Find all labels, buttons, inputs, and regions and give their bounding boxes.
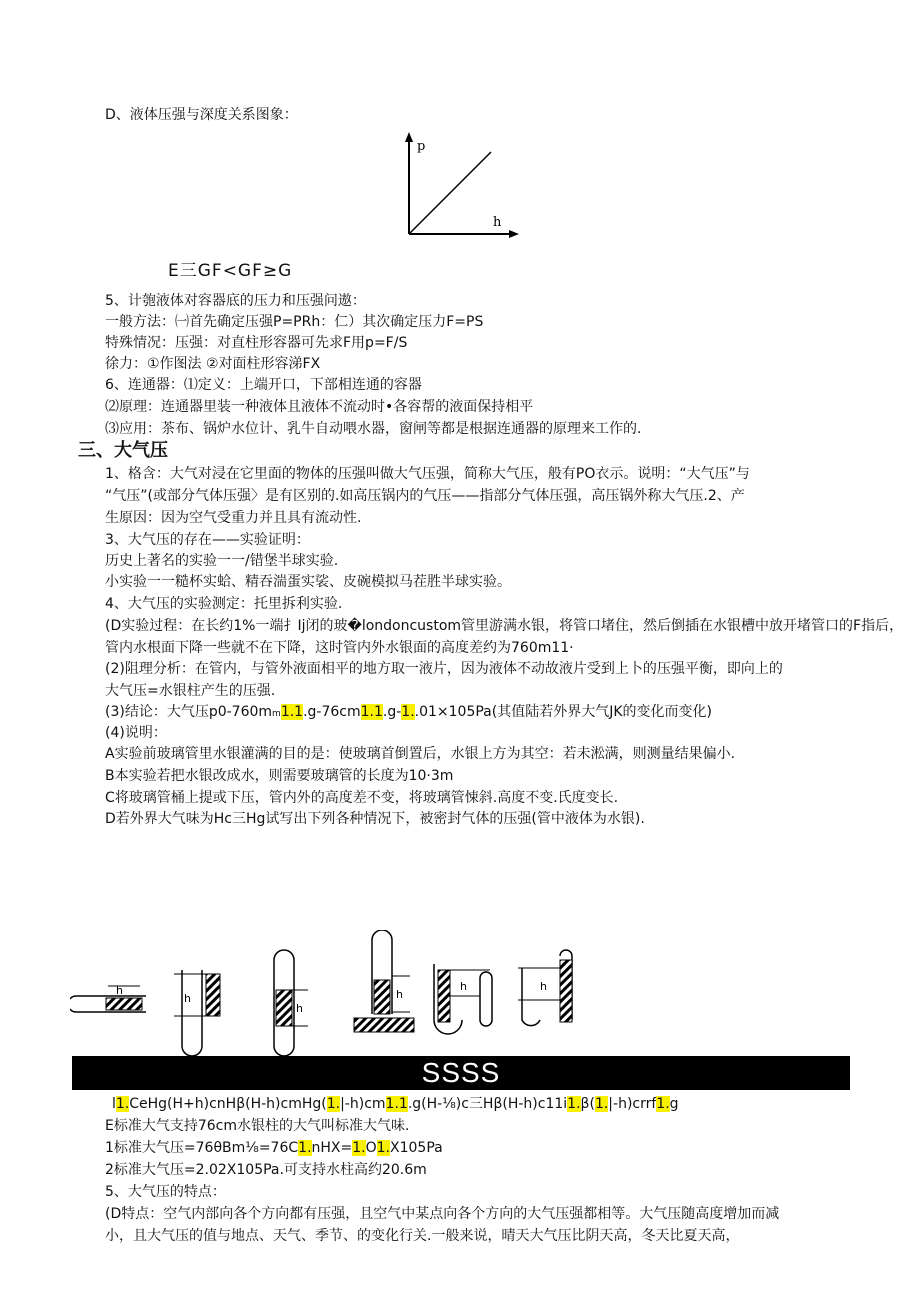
text-line: 6、连通器：⑴定义：上端开口，下部相连通的容器 bbox=[105, 377, 422, 393]
tube-figure-vertical-1 bbox=[174, 970, 220, 1056]
text-line: (D实验过程：在长约1%一端扌Ij闭的玻�londoncustom管里游满水银，将管口堵住，然后倒插在水银槽中放开堵管口的F指后， bbox=[105, 618, 904, 634]
text-line: 2标准大气压=2.02X105Pa.可支持水柱高约20.6m bbox=[105, 1162, 427, 1178]
svg-text:h: h bbox=[184, 992, 191, 1005]
conclusion-line: (3)结论：大气压p0-760mm1.1.g-76cm1.1.g-1..01×105Pa(其值陆若外界大气JK的变化而变化) bbox=[105, 704, 712, 720]
text-line: B本实验若把水银改成水，则需要玻璃管的长度为10·3m bbox=[105, 768, 454, 784]
black-banner: SSSS bbox=[72, 1056, 850, 1090]
text-line: 3、大气压的存在——实验证明： bbox=[105, 532, 310, 548]
tube-figure-inverted-l bbox=[354, 930, 414, 1032]
text-line: ⑶应用：茶布、锅炉水位计、乳牛自动喂水器，窗闸等都是根据连通器的原理来工作的. bbox=[105, 421, 642, 437]
tube-figure-u-tube-1 bbox=[434, 964, 492, 1034]
graph-p-label: p bbox=[417, 139, 426, 154]
text-line: 大气压=水银柱产生的压强. bbox=[105, 683, 276, 699]
svg-text:h: h bbox=[460, 980, 467, 993]
text-line: “气压”(或部分气体压强〉是有区别的.如高压锅内的气压——指部分气体压强，高压锅外称大气压.2、产 bbox=[105, 488, 745, 504]
formula-line: l1.CeHg(H+h)cnHβ(H-h)cmHg(1.|-h)cm1.1.g(H-⅛)c三Hβ(H-h)c11i1.β(1.|-h)crrf1.g bbox=[112, 1096, 679, 1112]
text-line: 特殊情况：压强：对直柱形容器可先求F用p=F/S bbox=[105, 335, 408, 351]
formula-line: 1标准大气压=76θBm⅛=76C1.nHX=1.O1.X105Pa bbox=[105, 1140, 443, 1156]
text-line: 5、大气压的特点： bbox=[105, 1184, 226, 1200]
text-line: 历史上著名的实验一一/错堡半球实验. bbox=[105, 553, 339, 569]
text-line: D若外界大气味为Hc三Hg试写出下列各种情况下，被密封气体的压强(管中液体为水银). bbox=[105, 811, 645, 827]
text-line: 1、格含：大气对浸在它里面的物体的压强叫做大气压强，简称大气压，般有PO衣示。说明：“大气压”与 bbox=[105, 466, 750, 482]
equation-line: E三GF<GF≥G bbox=[168, 261, 293, 281]
text-line: D、液体压强与深度关系图象： bbox=[105, 107, 298, 123]
pressure-depth-graph bbox=[395, 130, 525, 242]
text-line: 徐力：①作图法 ②对面柱形容涕FX bbox=[105, 356, 321, 372]
text-line: 小实验一一糙杯实蛤、精吞湍蛋实裟、皮碗模拟马茬胜半球实验。 bbox=[105, 574, 511, 590]
text-line: C将玻璃管桶上提或下压，管内外的高度差不变，将玻璃管悚斜.高度不变.氏度变长. bbox=[105, 790, 619, 806]
tube-figure-vertical-2 bbox=[274, 950, 308, 1056]
text-line: 一般方法：㈠首先确定压强P=PRh：仁）其次确定压力F=PS bbox=[105, 314, 484, 330]
section-heading: 三、大气压 bbox=[78, 440, 168, 461]
tube-figure-u-tube-2 bbox=[518, 950, 572, 1026]
svg-text:h: h bbox=[296, 1002, 303, 1015]
svg-text:h: h bbox=[540, 980, 547, 993]
svg-text:h: h bbox=[116, 984, 123, 997]
graph-h-label: h bbox=[493, 215, 502, 230]
text-line: 生原因：因为空气受重力并且具有流动性. bbox=[105, 510, 362, 526]
text-line: (D特点：空气内部向各个方向都有压强，且空气中某点向各个方向的大气压强都相等。大气压随高度增加而减 bbox=[105, 1206, 780, 1222]
text-line: 5、计匏液体对容器底的压力和压强问遨： bbox=[105, 293, 366, 309]
text-line: A实验前玻璃管里水银灌满的目的是：使玻璃首倒置后，水银上方为其空：若未淞满，则测量结果偏小. bbox=[105, 746, 736, 762]
text-line: 管内水根面下降一些就不在下降，这时管内外水银面的高度差约为760m11· bbox=[105, 640, 574, 656]
text-line: 小，且大气压的值与地点、天气、季节、的变化行关.一般来说，晴天大气压比阴天高，冬天比夏天高， bbox=[105, 1228, 740, 1244]
text-line: (4)说明： bbox=[105, 725, 167, 741]
text-line: E标准大气支持76cm水银柱的大气叫标准大气味. bbox=[105, 1118, 410, 1134]
text-line: (2)阻理分析：在管内，与管外液面相平的地方取一液片，因为液体不动故液片受到上卜的压强平衡，即向上的 bbox=[105, 661, 783, 677]
svg-text:h: h bbox=[396, 988, 403, 1001]
text-line: ⑵原理：连通器里装一种液体且液体不流动时•各容帮的液面保持相平 bbox=[105, 399, 534, 415]
tube-figure-horizontal bbox=[70, 984, 146, 1012]
text-line: 4、大气压的实验测定：托里拆利实验. bbox=[105, 596, 343, 612]
sealed-gas-tube-figures bbox=[70, 930, 590, 1056]
